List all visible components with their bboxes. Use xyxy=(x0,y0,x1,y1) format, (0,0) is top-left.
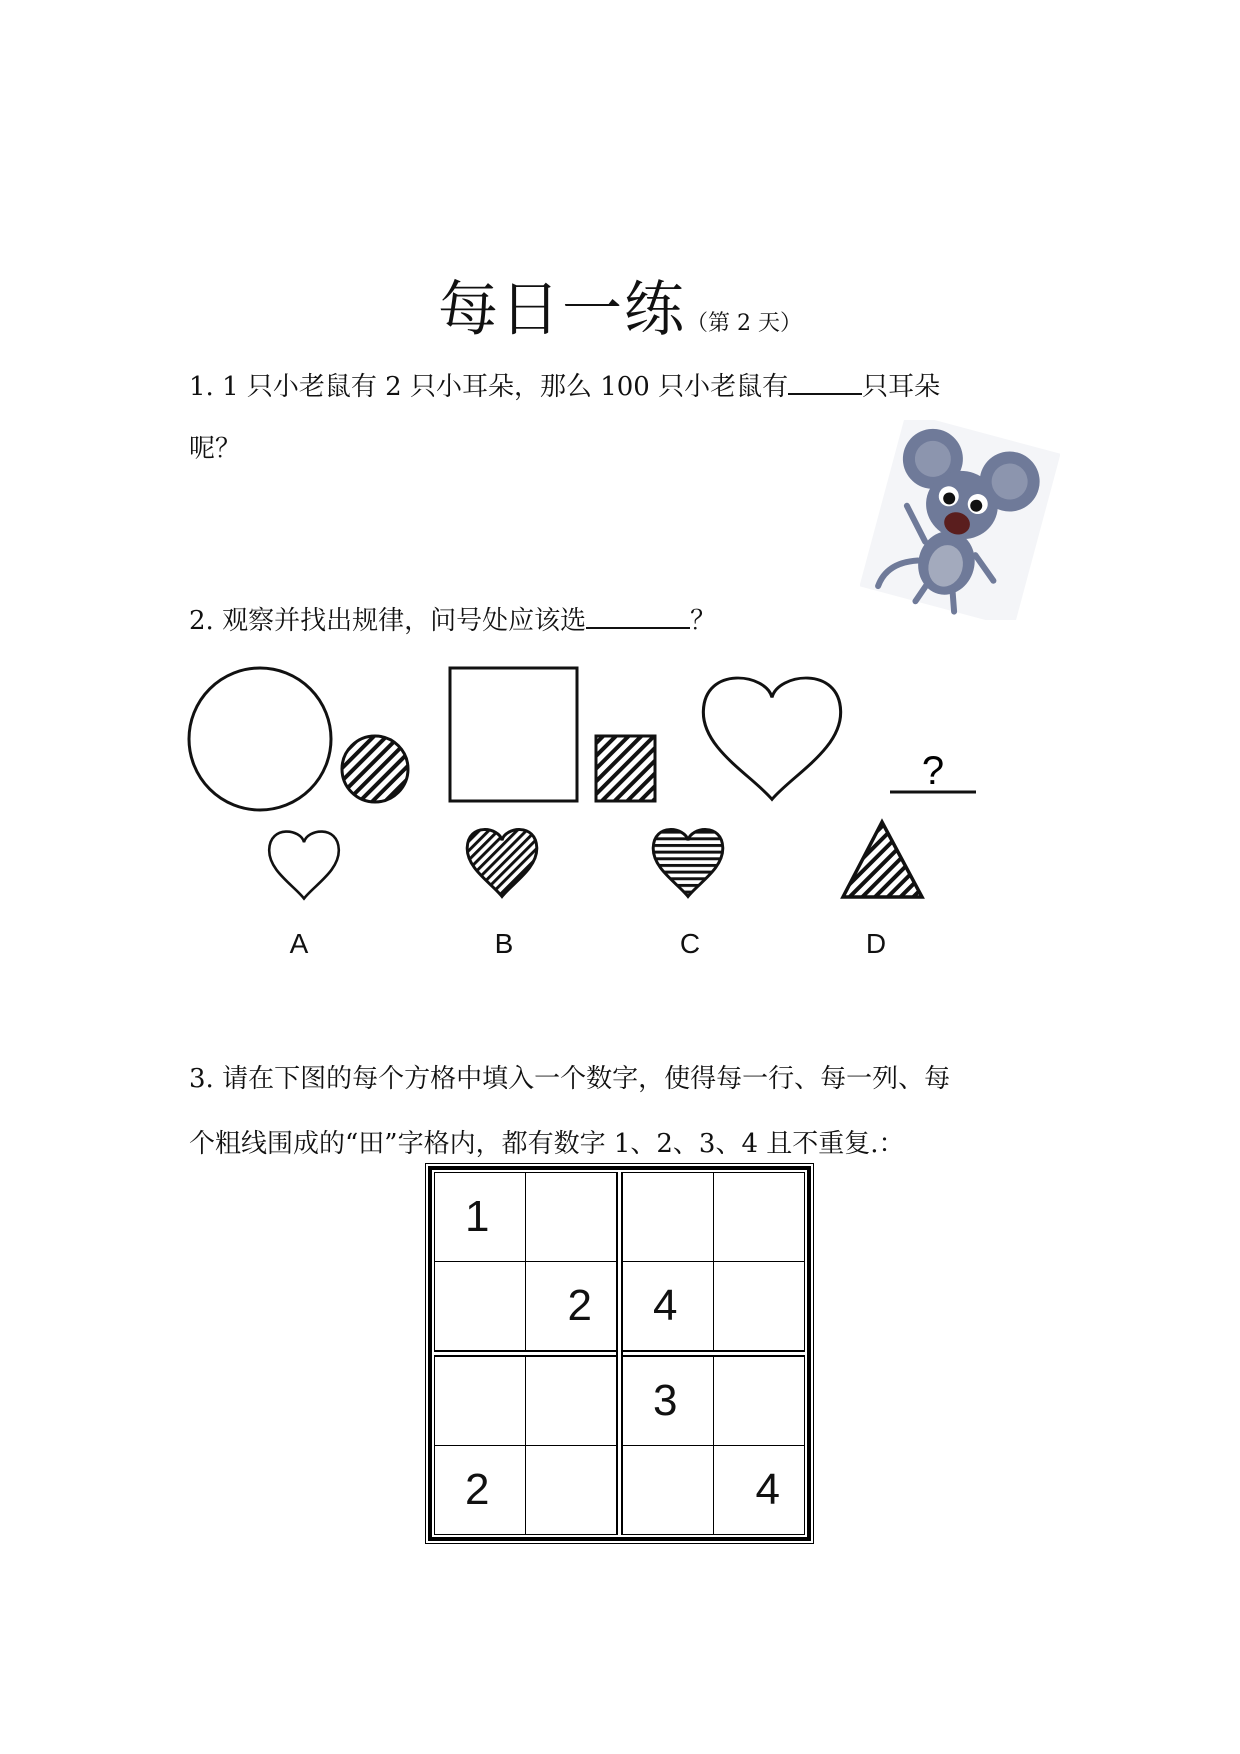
grid-cell[interactable]: 4 xyxy=(620,1262,714,1354)
q2-number: 2. xyxy=(189,606,214,636)
q3-text-line1: 请在下图的每个方格中填入一个数字，使得每一行、每一列、每 xyxy=(222,1064,951,1094)
title-main: 每日一练 xyxy=(438,275,686,345)
option-d-triangle xyxy=(843,822,922,897)
q1-text-after: 只耳朵 xyxy=(862,372,941,402)
grid-cell[interactable] xyxy=(526,1446,620,1535)
title-sub: （第 2 天） xyxy=(686,311,802,336)
q3-text-line2: 个粗线围成的“田”字格内，都有数字 1、2、3、4 且不重复.： xyxy=(189,1129,905,1159)
grid-cell[interactable] xyxy=(714,1354,805,1446)
small-hatched-circle xyxy=(342,736,408,802)
grid-cell[interactable] xyxy=(526,1354,620,1446)
question-mark: ? xyxy=(921,749,945,793)
grid-cell[interactable] xyxy=(526,1173,620,1262)
grid-cell[interactable]: 4 xyxy=(714,1446,805,1535)
option-b-heart xyxy=(467,830,537,897)
grid-cell[interactable] xyxy=(435,1354,526,1446)
large-square xyxy=(450,668,577,801)
grid-cell[interactable]: 2 xyxy=(435,1446,526,1535)
question-3 xyxy=(189,1058,950,1095)
grid-cell[interactable] xyxy=(620,1446,714,1535)
q1-line2: 呢？ xyxy=(189,434,242,464)
small-hatched-square xyxy=(596,736,655,801)
option-d-label[interactable]: D xyxy=(865,928,887,959)
sudoku-grid xyxy=(428,1166,811,1541)
grid-cell[interactable] xyxy=(714,1173,805,1262)
q2-text: 观察并找出规律，问号处应该选 xyxy=(222,606,587,636)
grid-cell[interactable]: 1 xyxy=(435,1173,526,1262)
grid-cell[interactable] xyxy=(620,1173,714,1262)
q1-text: 1 只小老鼠有 2 只小耳朵，那么 100 只小老鼠有 xyxy=(222,372,789,402)
q2-text-after: ？ xyxy=(690,606,717,636)
option-a-label[interactable]: A xyxy=(289,928,309,959)
option-c-heart xyxy=(653,830,723,897)
option-c-label[interactable]: C xyxy=(679,928,701,959)
grid-cell[interactable] xyxy=(714,1262,805,1354)
grid-cell[interactable] xyxy=(435,1262,526,1354)
large-circle xyxy=(189,668,331,810)
grid-cell[interactable]: 2 xyxy=(526,1262,620,1354)
grid-cell[interactable]: 3 xyxy=(620,1354,714,1446)
option-b-label[interactable]: B xyxy=(494,928,514,959)
large-heart xyxy=(703,678,840,799)
q1-number: 1. xyxy=(189,372,214,402)
option-a-heart xyxy=(269,832,339,899)
q3-number: 3. xyxy=(189,1064,214,1094)
